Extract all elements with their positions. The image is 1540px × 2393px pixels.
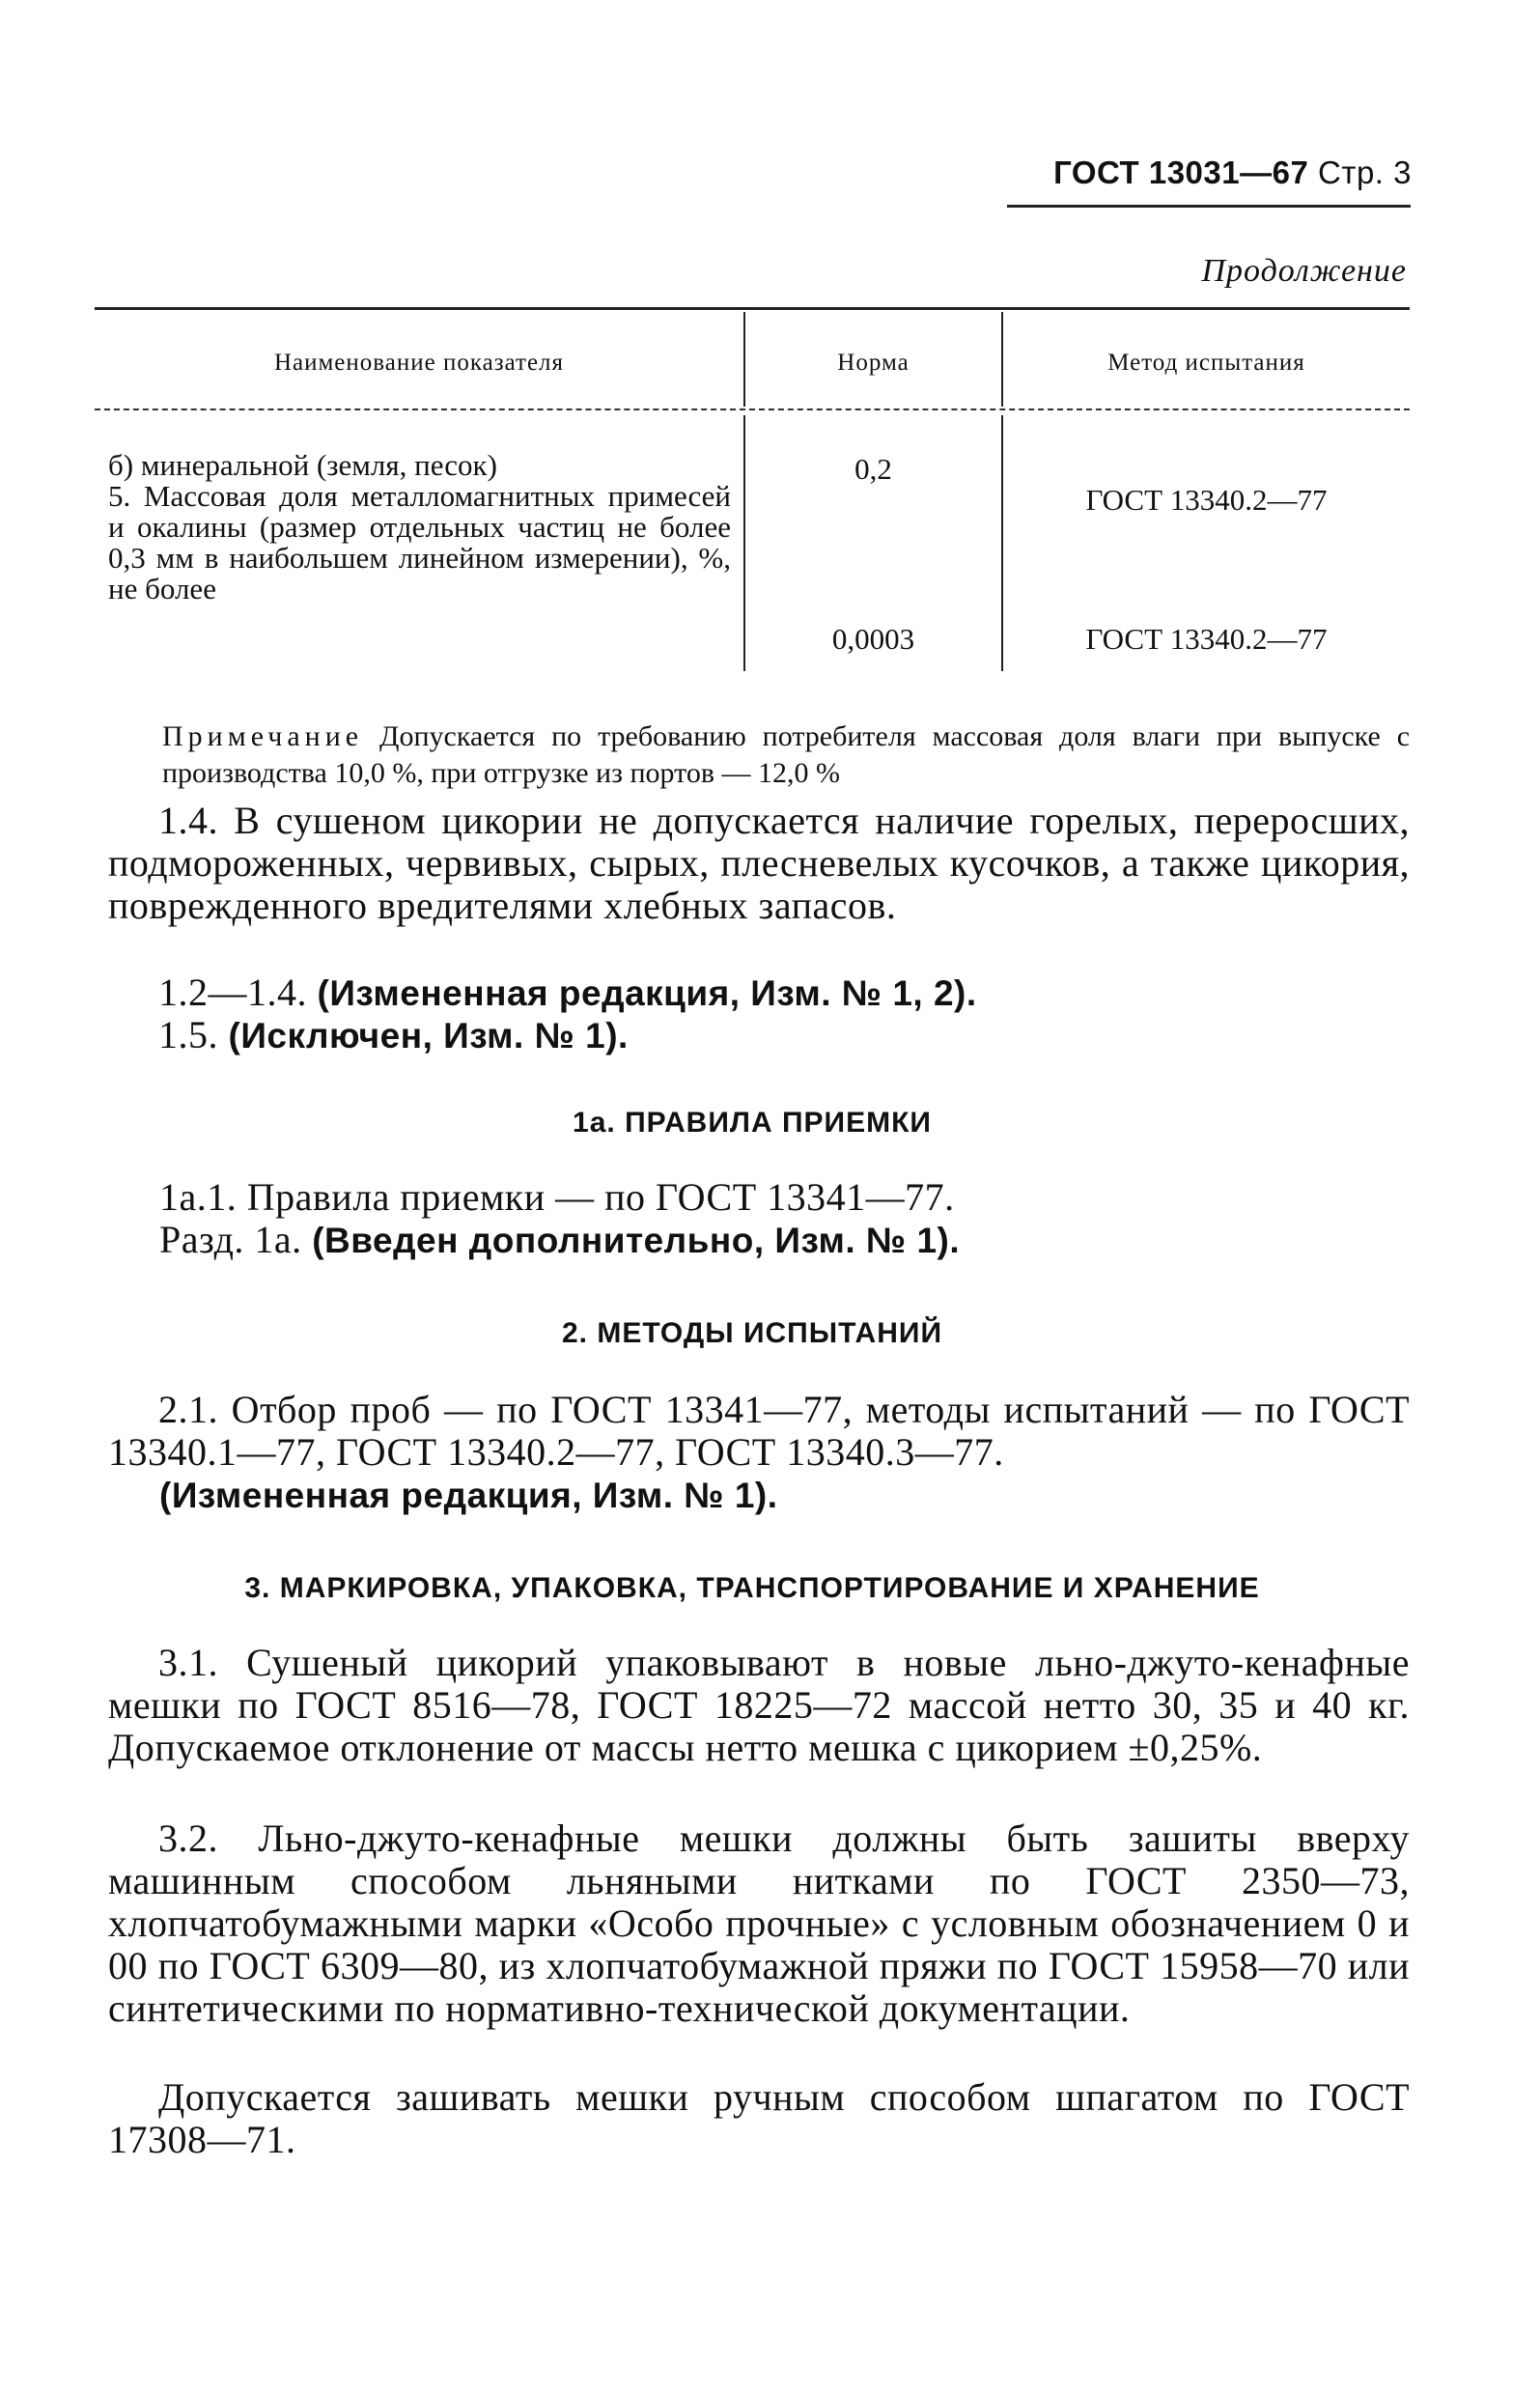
column-header-norm: Норма bbox=[837, 350, 910, 376]
section-heading-1a: 1а. ПРАВИЛА ПРИЕМКИ bbox=[573, 1107, 932, 1139]
table-row-name: б) минеральной (земля, песок) bbox=[108, 448, 497, 482]
table-row-method: ГОСТ 13340.2—77 bbox=[1085, 622, 1328, 656]
section-heading-2: 2. МЕТОДЫ ИСПЫТАНИЙ bbox=[562, 1317, 942, 1349]
page-number: Стр. 3 bbox=[1318, 155, 1412, 190]
standard-number: ГОСТ 13031—67 bbox=[1053, 155, 1309, 190]
table-row-method: ГОСТ 13340.2—77 bbox=[1085, 483, 1328, 517]
table-header-rule bbox=[95, 408, 1410, 410]
amendment-note: (Измененная редакция, Изм. № 1). bbox=[159, 1476, 778, 1515]
paragraph-3-2: 3.2. Льно-джуто-кенафные мешки должны быть зашиты вверху машинным способом льняными нитками по ГОСТ 2350—73, хлопчатобумажными марки «Особо прочные» с условным обозначением 0 и 00 по ГОСТ 6309—80, из хлопчатобумажной пряжи по ГОСТ 15958—70 или синтетическими по нормативно-технической документации. bbox=[108, 1816, 1410, 2030]
paragraph-3-1: 3.1. Сушеный цикорий упаковывают в новые льно-джуто-кенафные мешки по ГОСТ 8516—78, ГОСТ 18225—72 массой нетто 30, 35 и 40 кг. Допускаемое отклонение от массы нетто мешка с цикорием ±0,25%. bbox=[108, 1641, 1410, 1769]
paragraph-3-3: Допускается зашивать мешки ручным способом шпагатом по ГОСТ 17308—71. bbox=[108, 2075, 1410, 2161]
note-text: Допускается по требованию потребителя массовая доля влаги при выпуске с производства 10,0 %, при отгрузке из портов — 12,0 % bbox=[162, 720, 1411, 789]
table-note bbox=[162, 718, 1410, 792]
table-top-rule bbox=[95, 307, 1410, 310]
section-heading-3: 3. МАРКИРОВКА, УПАКОВКА, ТРАНСПОРТИРОВАНИЕ И ХРАНЕНИЕ bbox=[244, 1572, 1260, 1604]
header-rule bbox=[1007, 205, 1411, 208]
column-header-method: Метод испытания bbox=[1107, 350, 1305, 376]
table-row-norm: 0,0003 bbox=[831, 622, 915, 656]
page-header bbox=[1053, 155, 1412, 191]
note-label: Примечание bbox=[162, 720, 364, 752]
paragraph-1-4: 1.4. В сушеном цикории не допускается наличие горелых, переросших, подмороженных, червивых, сырых, плесневелых кусочков, а также цикория, поврежденного вредителями хлебных запасов. bbox=[108, 799, 1410, 927]
column-header-name: Наименование показателя bbox=[273, 350, 565, 376]
amendment-note: 1.5. (Исключен, Изм. № 1). bbox=[158, 1013, 629, 1056]
paragraph-1a-1: 1а.1. Правила приемки — по ГОСТ 13341—77. bbox=[159, 1175, 955, 1219]
table-row-norm: 0,2 bbox=[854, 452, 892, 486]
table-row-name: 5. Массовая доля металломагнитных примесей и окалины (размер отдельных частиц не более 0,3 мм в наибольшем линейном измерении), %, не более bbox=[108, 479, 731, 605]
amendment-note: Разд. 1а. (Введен дополнительно, Изм. № 1). bbox=[159, 1218, 961, 1261]
table-continuation: Продолжение bbox=[1201, 253, 1407, 289]
amendment-note: 1.2—1.4. (Измененная редакция, Изм. № 1, 2). bbox=[158, 971, 977, 1014]
paragraph-2-1: 2.1. Отбор проб — по ГОСТ 13341—77, методы испытаний — по ГОСТ 13340.1—77, ГОСТ 13340.2—77, ГОСТ 13340.3—77. bbox=[108, 1388, 1410, 1474]
